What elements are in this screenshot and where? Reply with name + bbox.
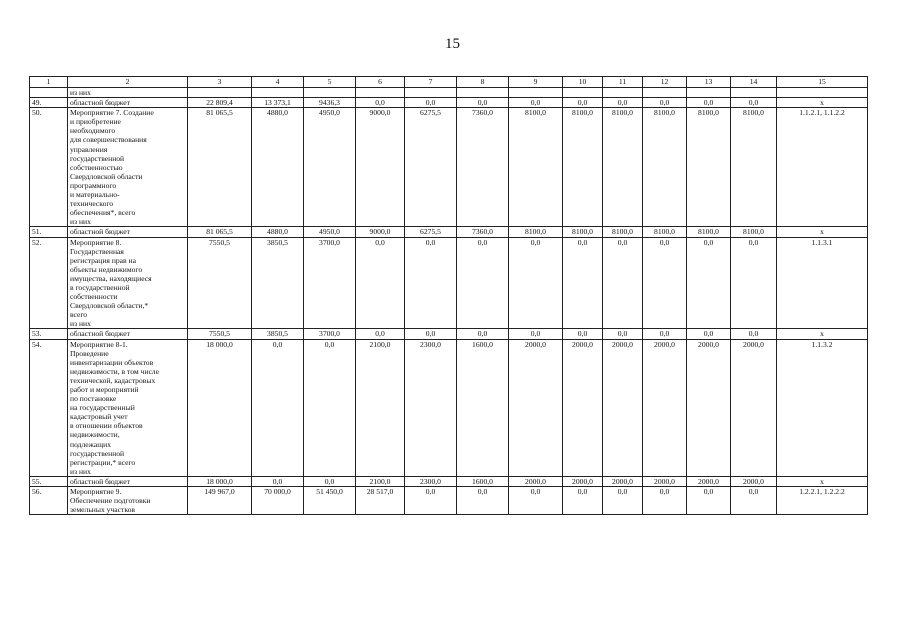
- row-name-line: областной бюджет: [70, 98, 130, 108]
- row-name-line: Мероприятие 7. Создание: [70, 108, 154, 118]
- value-cell: 2000,0: [603, 339, 643, 476]
- value-cell: 18 000,0: [188, 339, 252, 476]
- row-name-line: Мероприятие 9.: [70, 487, 122, 497]
- row-index: 52.: [30, 237, 68, 329]
- value-cell: 0,0: [687, 237, 731, 329]
- value-cell: [304, 88, 356, 98]
- row-name-line: подлежащих: [70, 439, 111, 449]
- column-number-header: 11: [603, 77, 643, 88]
- table-row: [30, 329, 868, 339]
- row-name: [68, 329, 188, 339]
- value-cell: 2000,0: [643, 339, 687, 476]
- row-name-line: собственностью: [70, 162, 123, 172]
- row-name-line: областной бюджет: [70, 476, 130, 486]
- row-index: 51.: [30, 227, 68, 237]
- value-cell: 0,0: [457, 237, 509, 329]
- row-name-line: и материально-: [70, 190, 120, 200]
- row-name-line: Свердловской области: [70, 171, 143, 181]
- value-cell: 1600,0: [457, 339, 509, 476]
- column-number-header: 5: [304, 77, 356, 88]
- value-cell: 8100,0: [509, 227, 563, 237]
- target-indicator: 1.2.2.1, 1.2.2.2: [777, 487, 868, 515]
- row-name: [68, 339, 188, 476]
- row-name-line: кадастровый учет: [70, 412, 128, 422]
- value-cell: 2000,0: [509, 476, 563, 486]
- row-name-line: собственности: [70, 292, 118, 302]
- target-indicator: 1.1.2.1, 1.1.2.2: [777, 108, 868, 227]
- row-name-line: из них: [70, 319, 91, 329]
- row-name: [68, 237, 188, 329]
- row-index: 55.: [30, 476, 68, 486]
- value-cell: 0,0: [563, 329, 603, 339]
- row-name-line: недвижимости,: [70, 430, 120, 440]
- value-cell: 70 000,0: [252, 487, 304, 515]
- value-cell: 6275,5: [405, 108, 457, 227]
- value-cell: 2000,0: [643, 476, 687, 486]
- value-cell: 0,0: [405, 237, 457, 329]
- budget-table: [29, 76, 868, 515]
- value-cell: 0,0: [509, 487, 563, 515]
- value-cell: 9436,3: [304, 98, 356, 108]
- value-cell: 0,0: [563, 237, 603, 329]
- column-number-header: 4: [252, 77, 304, 88]
- value-cell: 9000,0: [356, 227, 405, 237]
- value-cell: 9000,0: [356, 108, 405, 227]
- value-cell: [252, 88, 304, 98]
- row-name: [68, 487, 188, 515]
- value-cell: 6275,5: [405, 227, 457, 237]
- row-name-line: необходимого: [70, 126, 116, 136]
- row-name: [68, 108, 188, 227]
- column-number-header: 12: [643, 77, 687, 88]
- column-number-header: 3: [188, 77, 252, 88]
- value-cell: 0,0: [405, 329, 457, 339]
- value-cell: 0,0: [304, 339, 356, 476]
- row-name-line: областной бюджет: [70, 227, 130, 237]
- value-cell: 8100,0: [509, 108, 563, 227]
- value-cell: 0,0: [457, 487, 509, 515]
- value-cell: 0,0: [356, 98, 405, 108]
- row-index: 50.: [30, 108, 68, 227]
- value-cell: [731, 88, 777, 98]
- row-name-line: Мероприятие 8-1.: [70, 339, 128, 349]
- row-name-line: областной бюджет: [70, 329, 130, 339]
- target-indicator: x: [777, 476, 868, 486]
- value-cell: 8100,0: [687, 227, 731, 237]
- value-cell: 4950,0: [304, 108, 356, 227]
- value-cell: 0,0: [687, 98, 731, 108]
- value-cell: 0,0: [687, 329, 731, 339]
- row-name-line: регистрации,* всего: [70, 457, 136, 467]
- value-cell: 0,0: [603, 329, 643, 339]
- value-cell: 2000,0: [687, 339, 731, 476]
- value-cell: [188, 88, 252, 98]
- value-cell: 2100,0: [356, 476, 405, 486]
- value-cell: 2000,0: [731, 339, 777, 476]
- column-number-header: 13: [687, 77, 731, 88]
- row-name-line: из них: [70, 466, 91, 476]
- value-cell: 2000,0: [509, 339, 563, 476]
- value-cell: 8100,0: [603, 227, 643, 237]
- row-name-line: имущества, находящиеся: [70, 273, 152, 283]
- value-cell: 0,0: [457, 329, 509, 339]
- target-indicator: 1.1.3.2: [777, 339, 868, 476]
- row-index: 49.: [30, 98, 68, 108]
- row-name-line: Обеспечение подготовки: [70, 496, 151, 506]
- table-row: [30, 339, 868, 476]
- value-cell: [509, 88, 563, 98]
- row-index: 53.: [30, 329, 68, 339]
- table-row: [30, 487, 868, 515]
- value-cell: 7550,5: [188, 237, 252, 329]
- value-cell: 0,0: [687, 487, 731, 515]
- value-cell: 0,0: [509, 237, 563, 329]
- value-cell: 0,0: [643, 329, 687, 339]
- value-cell: 0,0: [603, 237, 643, 329]
- row-name-line: и приобретение: [70, 117, 121, 127]
- value-cell: 4880,0: [252, 227, 304, 237]
- column-number-header: 15: [777, 77, 868, 88]
- value-cell: 0,0: [643, 98, 687, 108]
- value-cell: 0,0: [563, 98, 603, 108]
- value-cell: 0,0: [304, 476, 356, 486]
- value-cell: 51 450,0: [304, 487, 356, 515]
- row-name-line: обеспечения*, всего: [70, 208, 136, 218]
- target-indicator: 1.1.3.1: [777, 237, 868, 329]
- row-name-line: в государственной: [70, 282, 130, 292]
- value-cell: 7360,0: [457, 108, 509, 227]
- value-cell: 8100,0: [563, 108, 603, 227]
- row-name-line: по постановке: [70, 394, 117, 404]
- row-name: [68, 88, 188, 98]
- column-number-row: [30, 77, 868, 88]
- value-cell: 0,0: [252, 339, 304, 476]
- value-cell: 3850,5: [252, 329, 304, 339]
- row-name-line: Проведение: [70, 348, 109, 358]
- value-cell: 8100,0: [563, 227, 603, 237]
- row-name-line: Мероприятие 8.: [70, 237, 122, 247]
- target-indicator: [777, 88, 868, 98]
- table-row: [30, 227, 868, 237]
- page-number: 15: [445, 36, 460, 52]
- table-row: [30, 108, 868, 227]
- value-cell: 2000,0: [603, 476, 643, 486]
- value-cell: 81 065,5: [188, 227, 252, 237]
- value-cell: 0,0: [603, 487, 643, 515]
- value-cell: 2000,0: [731, 476, 777, 486]
- row-name-line: земельных участков: [70, 505, 136, 515]
- value-cell: 8100,0: [687, 108, 731, 227]
- column-number-header: 8: [457, 77, 509, 88]
- row-name-line: из них: [70, 217, 91, 227]
- row-name-line: инвентаризации объектов: [70, 357, 154, 367]
- column-number-header: 1: [30, 77, 68, 88]
- row-index: 56.: [30, 487, 68, 515]
- value-cell: 0,0: [643, 487, 687, 515]
- value-cell: 28 517,0: [356, 487, 405, 515]
- row-name-line: для совершенствования: [70, 135, 147, 145]
- row-name-line: в отношении объектов: [70, 421, 143, 431]
- row-name-line: Государственная: [70, 246, 124, 256]
- column-number-header: 7: [405, 77, 457, 88]
- value-cell: 0,0: [509, 329, 563, 339]
- value-cell: 8100,0: [643, 108, 687, 227]
- value-cell: 0,0: [731, 329, 777, 339]
- value-cell: 0,0: [356, 237, 405, 329]
- value-cell: 0,0: [731, 98, 777, 108]
- target-indicator: x: [777, 329, 868, 339]
- column-number-header: 6: [356, 77, 405, 88]
- row-name-line: недвижимости, в том числе: [70, 366, 159, 376]
- value-cell: 0,0: [731, 237, 777, 329]
- row-name: [68, 476, 188, 486]
- value-cell: 2300,0: [405, 476, 457, 486]
- row-name-line: управления: [70, 144, 108, 154]
- value-cell: 8100,0: [643, 227, 687, 237]
- row-name-line: всего: [70, 310, 88, 320]
- target-indicator: x: [777, 227, 868, 237]
- value-cell: [405, 88, 457, 98]
- column-number-header: 14: [731, 77, 777, 88]
- value-cell: 1600,0: [457, 476, 509, 486]
- row-name-line: программного: [70, 180, 117, 190]
- column-number-header: 2: [68, 77, 188, 88]
- row-name-line: государственной: [70, 448, 125, 458]
- value-cell: 3700,0: [304, 329, 356, 339]
- value-cell: 2000,0: [687, 476, 731, 486]
- value-cell: 2300,0: [405, 339, 457, 476]
- value-cell: 4950,0: [304, 227, 356, 237]
- row-name-line: регистрация прав на: [70, 255, 136, 265]
- row-name-line: объекты недвижимого: [70, 264, 143, 274]
- row-index: 54.: [30, 339, 68, 476]
- value-cell: [603, 88, 643, 98]
- row-name-line: технической, кадастровых: [70, 375, 156, 385]
- value-cell: 0,0: [405, 98, 457, 108]
- value-cell: 13 373,1: [252, 98, 304, 108]
- value-cell: 81 065,5: [188, 108, 252, 227]
- column-number-header: 10: [563, 77, 603, 88]
- value-cell: 3700,0: [304, 237, 356, 329]
- table-row: [30, 237, 868, 329]
- value-cell: 0,0: [563, 487, 603, 515]
- value-cell: [457, 88, 509, 98]
- value-cell: 3850,5: [252, 237, 304, 329]
- table-row: [30, 98, 868, 108]
- value-cell: 0,0: [603, 98, 643, 108]
- value-cell: 149 967,0: [188, 487, 252, 515]
- value-cell: 0,0: [405, 487, 457, 515]
- value-cell: [643, 88, 687, 98]
- row-name-line: Свердловской области,*: [70, 301, 149, 311]
- row-name-line: технического: [70, 199, 114, 209]
- value-cell: 2000,0: [563, 476, 603, 486]
- value-cell: 2100,0: [356, 339, 405, 476]
- value-cell: 18 000,0: [188, 476, 252, 486]
- value-cell: 0,0: [252, 476, 304, 486]
- row-name-line: из них: [70, 88, 91, 97]
- value-cell: 8100,0: [731, 108, 777, 227]
- value-cell: 8100,0: [731, 227, 777, 237]
- value-cell: [563, 88, 603, 98]
- value-cell: 2000,0: [563, 339, 603, 476]
- value-cell: 22 809,4: [188, 98, 252, 108]
- row-name-line: на государственный: [70, 403, 135, 413]
- table-row: [30, 88, 868, 98]
- row-name: [68, 98, 188, 108]
- value-cell: 0,0: [731, 487, 777, 515]
- value-cell: [356, 88, 405, 98]
- row-name-line: государственной: [70, 153, 125, 163]
- value-cell: [687, 88, 731, 98]
- value-cell: 0,0: [356, 329, 405, 339]
- column-number-header: 9: [509, 77, 563, 88]
- value-cell: 8100,0: [603, 108, 643, 227]
- row-name: [68, 227, 188, 237]
- value-cell: 7550,5: [188, 329, 252, 339]
- row-index: [30, 88, 68, 98]
- value-cell: 0,0: [509, 98, 563, 108]
- row-name-line: работ и мероприятий: [70, 385, 139, 394]
- target-indicator: x: [777, 98, 868, 108]
- value-cell: 7360,0: [457, 227, 509, 237]
- table-row: [30, 476, 868, 486]
- value-cell: 4880,0: [252, 108, 304, 227]
- value-cell: 0,0: [457, 98, 509, 108]
- value-cell: 0,0: [643, 237, 687, 329]
